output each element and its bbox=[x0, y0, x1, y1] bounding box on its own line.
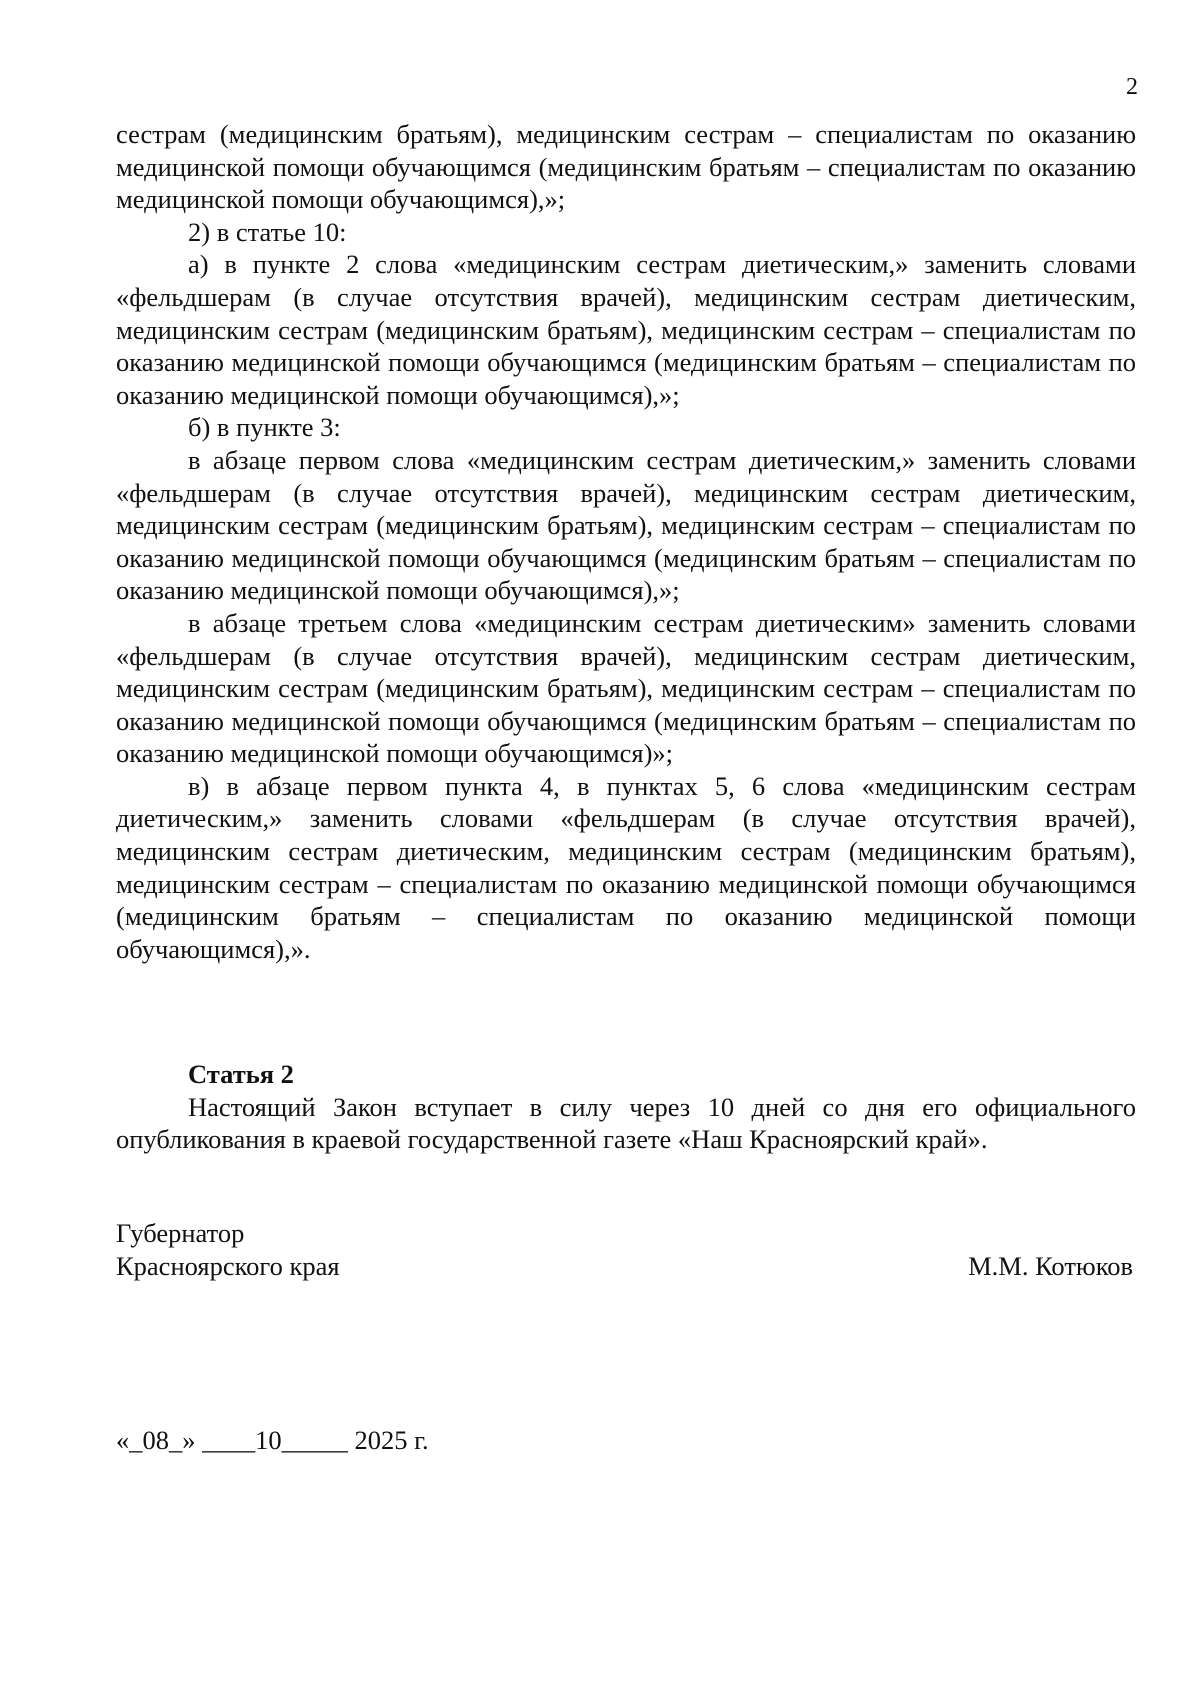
paragraph-continuation: сестрам (медицинским братьям), медицинским сестрам – специалистам по оказанию медицинской помощи обучающимся (медицинским братьям – специалистам по оказанию медицинской помощи обучающимся),»; bbox=[116, 119, 1136, 215]
signing-date: «_08_» ____10_____ 2025 г. bbox=[116, 1425, 429, 1455]
article-2-text: Настоящий Закон вступает в силу через 10 дней со дня его официального опубликования в краевой государственной газете «Наш Красноярский край». bbox=[116, 1091, 1136, 1155]
page-number: 2 bbox=[1126, 74, 1138, 100]
paragraph-item-2a: а) в пункте 2 слова «медицинским сестрам диетическим,» заменить словами «фельдшерам (в случае отсутствия врачей), медицинским сестрам диетическим, медицинским сестрам (медицинским братьям), медицинским сестрам – специалистам по оказанию медицинской помощи обучающимся (медицинским братьям – специалистам по оказанию медицинской помощи обучающимся),»; bbox=[116, 249, 1136, 410]
paragraph-item-2v: в) в абзаце первом пункта 4, в пунктах 5, 6 слова «медицинским сестрам диетическим,» заменить словами «фельдшерам (в случае отсутствия врачей), медицинским сестрам диетическим, медицинским сестрам (медицинским братьям), медицинским сестрам – специалистам по оказанию медицинской помощи обучающимся (медицинским братьям – специалистам по оказанию медицинской помощи обучающимся),». bbox=[116, 770, 1136, 964]
signatory-name: М.М. Котюков bbox=[968, 1251, 1133, 1281]
article-2-section bbox=[116, 1058, 1136, 1156]
signatory-title-line-2: Красноярского края bbox=[116, 1251, 340, 1281]
paragraph-item-2b-first: в абзаце первом слова «медицинским сестрам диетическим,» заменить словами «фельдшерам (в случае отсутствия врачей), медицинским сестрам диетическим, медицинским сестрам (медицинским братьям), медицинским сестрам – специалистам по оказанию медицинской помощи обучающимся (медицинским братьям – специалистам по оказанию медицинской помощи обучающимся),»; bbox=[116, 444, 1136, 606]
signatory-title-line-1: Губернатор bbox=[116, 1218, 245, 1248]
article-2-title: Статья 2 bbox=[188, 1059, 294, 1089]
paragraph-item-2b: б) в пункте 3: bbox=[188, 412, 341, 443]
signature-block bbox=[116, 1217, 1136, 1283]
amendment-text bbox=[116, 118, 1136, 965]
paragraph-item-2b-third: в абзаце третьем слова «медицинским сестрам диетическим» заменить словами «фельдшерам (в случае отсутствия врачей), медицинским сестрам диетическим, медицинским сестрам (медицинским братьям), медицинским сестрам – специалистам по оказанию медицинской помощи обучающимся (медицинским братьям – специалистам по оказанию медицинской помощи обучающимся)»; bbox=[116, 607, 1136, 769]
paragraph-item-2: 2) в статье 10: bbox=[188, 216, 347, 247]
